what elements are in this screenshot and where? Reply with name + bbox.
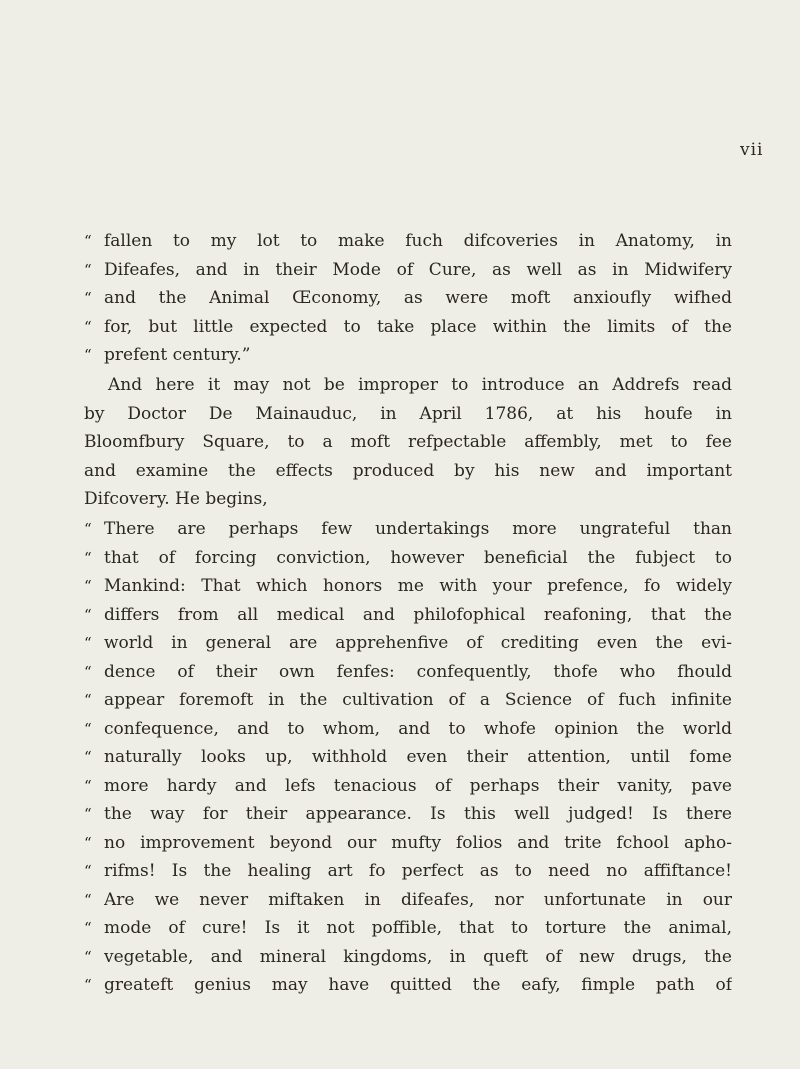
line-text: and the Animal Œconomy, as were moft anxioufly wifhed [104, 288, 732, 308]
text-line [84, 914, 732, 943]
quote-mark: “ [84, 289, 92, 307]
text-line [84, 829, 732, 858]
text-line [84, 428, 732, 457]
quote-mark: “ [84, 605, 92, 624]
text-line [84, 658, 732, 687]
line-text: confequence, and to whom, and to whofe opinion the world [104, 718, 732, 739]
quote-mark: “ [84, 691, 92, 709]
text-line [84, 800, 732, 829]
quote-mark: “ [84, 862, 92, 880]
text-line [84, 971, 732, 1000]
text-line [84, 743, 732, 772]
quote-mark: “ [84, 776, 92, 795]
text-line [84, 485, 732, 514]
text-line [84, 400, 732, 429]
quote-mark: “ [84, 346, 92, 364]
line-text: rifms! Is the healing art fo perfect as to need no affiftance! [104, 861, 732, 881]
text-line [84, 515, 732, 544]
line-text: prefent century.” [104, 345, 251, 365]
text-line [84, 284, 732, 313]
line-text: the way for their appearance. Is this well judged! Is there [104, 804, 732, 824]
line-text: Are we never miftaken in difeafes, nor unfortunate in our [104, 889, 732, 910]
quote-mark: “ [84, 976, 92, 994]
line-text: differs from all medical and philofophical reafoning, that the [104, 604, 732, 625]
text-line [84, 943, 732, 972]
text-line [84, 341, 732, 370]
line-text: fallen to my lot to make fuch difcoveries in Anatomy, in [104, 231, 732, 251]
text-line [84, 857, 732, 886]
line-text: no improvement beyond our mufty folios and trite fchool apho- [104, 832, 732, 853]
text-line [84, 227, 732, 256]
quote-mark: “ [84, 520, 92, 538]
quote-mark: “ [84, 805, 92, 823]
quote-mark: “ [84, 947, 92, 966]
line-text: and examine the effects produced by his new and important [84, 460, 732, 481]
text-line [84, 601, 732, 630]
line-text: Difeafes, and in their Mode of Cure, as well as in Midwifery [104, 259, 732, 280]
text-line [84, 686, 732, 715]
line-text: vegetable, and mineral kingdoms, in queft of new drugs, the [104, 946, 732, 967]
text-line [84, 371, 732, 400]
line-text: Bloomfbury Square, to a moft refpectable affembly, met to fee [84, 432, 732, 452]
narrative-paragraph [84, 371, 732, 514]
line-text: naturally looks up, withhold even their attention, until fome [104, 747, 732, 767]
address-quotation [84, 515, 732, 1000]
quote-mark: “ [84, 577, 92, 595]
quote-mark: “ [84, 719, 92, 738]
quote-mark: “ [84, 317, 92, 336]
line-text: Difcovery. He begins, [84, 489, 268, 509]
line-text: for, but little expected to take place within the limits of the [104, 316, 732, 337]
text-line [84, 572, 732, 601]
line-text: mode of cure! Is it not poffible, that to torture the animal, [104, 918, 732, 938]
quote-mark: “ [84, 833, 92, 852]
text-line [84, 544, 732, 573]
line-text: that of forcing conviction, however beneficial the fubject to [104, 547, 732, 568]
line-text: greateft genius may have quitted the eafy, fimple path of [104, 975, 732, 995]
text-line [84, 313, 732, 342]
quote-mark: “ [84, 634, 92, 652]
text-line [84, 772, 732, 801]
quote-mark: “ [84, 232, 92, 250]
quote-continuation [84, 227, 732, 370]
quote-mark: “ [84, 890, 92, 909]
line-text: Mankind: That which honors me with your prefence, fo widely [104, 576, 732, 596]
line-text: appear foremoft in the cultivation of a Science of fuch infinite [104, 690, 732, 710]
text-line [84, 629, 732, 658]
line-text: more hardy and lefs tenacious of perhaps their vanity, pave [104, 775, 732, 796]
quote-mark: “ [84, 548, 92, 567]
line-text: And here it may not be improper to introduce an Addrefs read [108, 375, 732, 395]
quote-mark: “ [84, 919, 92, 937]
page-number: vii [740, 140, 764, 160]
line-text: world in general are apprehenfive of crediting even the evi- [104, 633, 732, 653]
line-text: There are perhaps few undertakings more ungrateful than [104, 519, 732, 539]
quote-mark: “ [84, 662, 92, 681]
quote-mark: “ [84, 260, 92, 279]
line-text: by Doctor De Mainauduc, in April 1786, at his houfe in [84, 403, 732, 424]
text-line [84, 715, 732, 744]
quote-mark: “ [84, 748, 92, 766]
text-line [84, 457, 732, 486]
text-line [84, 256, 732, 285]
text-line [84, 886, 732, 915]
line-text: dence of their own fenfes: confequently, thofe who fhould [104, 661, 732, 682]
